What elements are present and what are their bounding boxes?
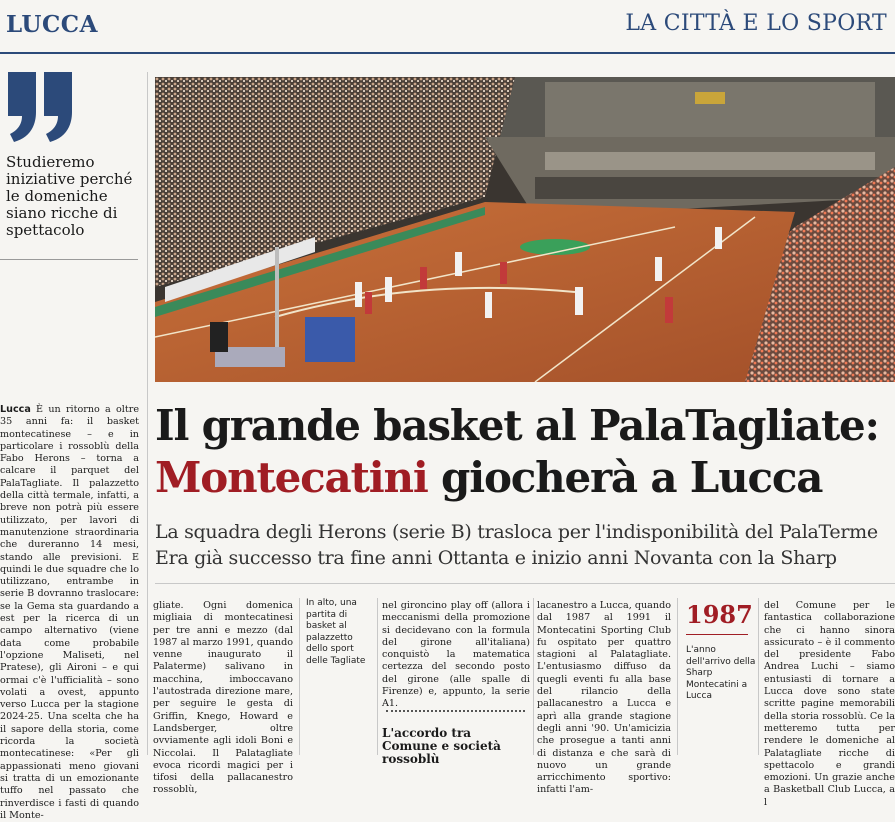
section-label: LUCCA	[6, 11, 98, 38]
basketball-arena-photo	[155, 77, 895, 382]
article-dateline: Lucca	[0, 404, 31, 415]
box-divider	[386, 710, 525, 712]
quote-mark-icon	[6, 72, 74, 144]
column-divider	[758, 598, 759, 755]
page-title: LA CITTÀ E LO SPORT	[625, 11, 887, 36]
headline-line-2-rest: giocherà a Lucca	[427, 453, 823, 502]
article-column-3: nel gironcino play off (allora i meccanismi della promozione si decidevano con la formula del girone all'italiana) conquistò la matematica certezza del secondo posto del girone (alle spalle di Firenze) e, appunto, la serie A1.	[382, 600, 530, 710]
article-column-5: del Comune per le fantastica collaborazione che ci hanno sinora assicurato – è il commento del presidente Fabo Andrea Luchi – siamo entusiasti di tornare a Lucca dove sono state scritte pagine memorabili della storia rossoblù. Ce la metteremo tutta per rendere le domeniche al Palatagliate ricche di spettacolo e grandi emozioni. Un grazie anche a Basketball Club Lucca, a l	[764, 600, 895, 808]
headline-highlight: Montecatini	[155, 453, 428, 502]
sidebar-year: 1987	[686, 600, 753, 629]
article-column-4: lacanestro a Lucca, quando dal 1987 al 1991 il Montecatini Sporting Club fu ospitato per quattro stagioni al Palatagliate. L'entusiasmo diffuso da quegli eventi fu alla base del rilancio della pallacanestro a Lucca e aprì alla grande stagione degli anni '90. Un'amicizia che prosegue a tanti anni di distanza e che sarà di nuovo un grande arricchimento sportivo: infatti l'am-	[537, 600, 671, 796]
article-column-1-text: È un ritorno a oltre 35 anni fa: il basket montecatinese – e in particolare i rossoblù della Fabo Herons – torna a calcare il parquet del PalaTagliate. Il palazzetto della città termale, infatti, a breve non potrà più essere utilizzato, per lavori di manutenzione straordinaria che dureranno 14 mesi, stando alle previsioni. E quindi le due squadre che lo utilizzano, entrambe in serie B dovranno traslocare: se la Gema sta guardando a est per la ricerca di un campo alternativo (viene data come probabile l'opzione Maliseti, nel Pratese), gli Aironi – e qui ormai c'è l'ufficialità – sono volati a ovest, appunto verso Lucca per la stagione 2024-25. Una scelta che ha il sapore della storia, come ricorda la società montecatinese: «Per gli appassionati meno giovani si tratta di un emozionante tuffo nel passato che rinverdisce i fasti di quando il Monte-	[0, 404, 139, 821]
column-divider	[677, 598, 678, 755]
subheadline	[155, 519, 895, 571]
sidebar-year-divider	[686, 634, 748, 635]
header-divider	[0, 52, 895, 54]
arena-photo	[155, 77, 895, 382]
headline	[155, 400, 895, 504]
headline-line-1: Il grande basket al PalaTagliate:	[155, 401, 879, 450]
article-column-2: gliate. Ogni domenica migliaia di montecatinesi per tre anni e mezzo (dal 1987 al marzo 1991, quando venne inaugurato il Palaterme) salivano in macchina, imboccavano l'autostrada direzione mare, per seguire le gesta di Griffin, Knego, Howard e Landsberger, oltre ovviamente agli idoli Boni e Niccolai. Il Palatagliate evoca ricordi magici per i tifosi della pallacanestro rossoblù,	[153, 600, 293, 796]
headline-line-2	[155, 452, 895, 504]
sidebar-year-caption: L'anno dell'arrivo della Sharp Montecatini a Lucca	[686, 645, 756, 701]
column-divider	[147, 72, 148, 755]
column-divider	[299, 598, 300, 755]
box-headline: L'accordo tra Comune e società rossoblù	[382, 726, 501, 766]
article-column-1	[0, 404, 139, 822]
pull-quote-text: Studieremo iniziative perché le domeniche siano ricche di spettacolo	[6, 153, 133, 239]
subheadline-divider	[155, 583, 895, 584]
subheadline-line-2: Era già successo tra fine anni Ottanta e inizio anni Novanta con la Sharp	[155, 547, 837, 569]
photo-caption: In alto, una partita di basket al palazzetto dello sport delle Tagliate	[306, 598, 366, 666]
column-divider	[533, 598, 534, 755]
column-divider	[377, 598, 378, 755]
subheadline-line-1: La squadra degli Herons (serie B) trasloca per l'indisponibilità del PalaTerme	[155, 521, 878, 543]
pull-quote-divider	[0, 259, 138, 260]
